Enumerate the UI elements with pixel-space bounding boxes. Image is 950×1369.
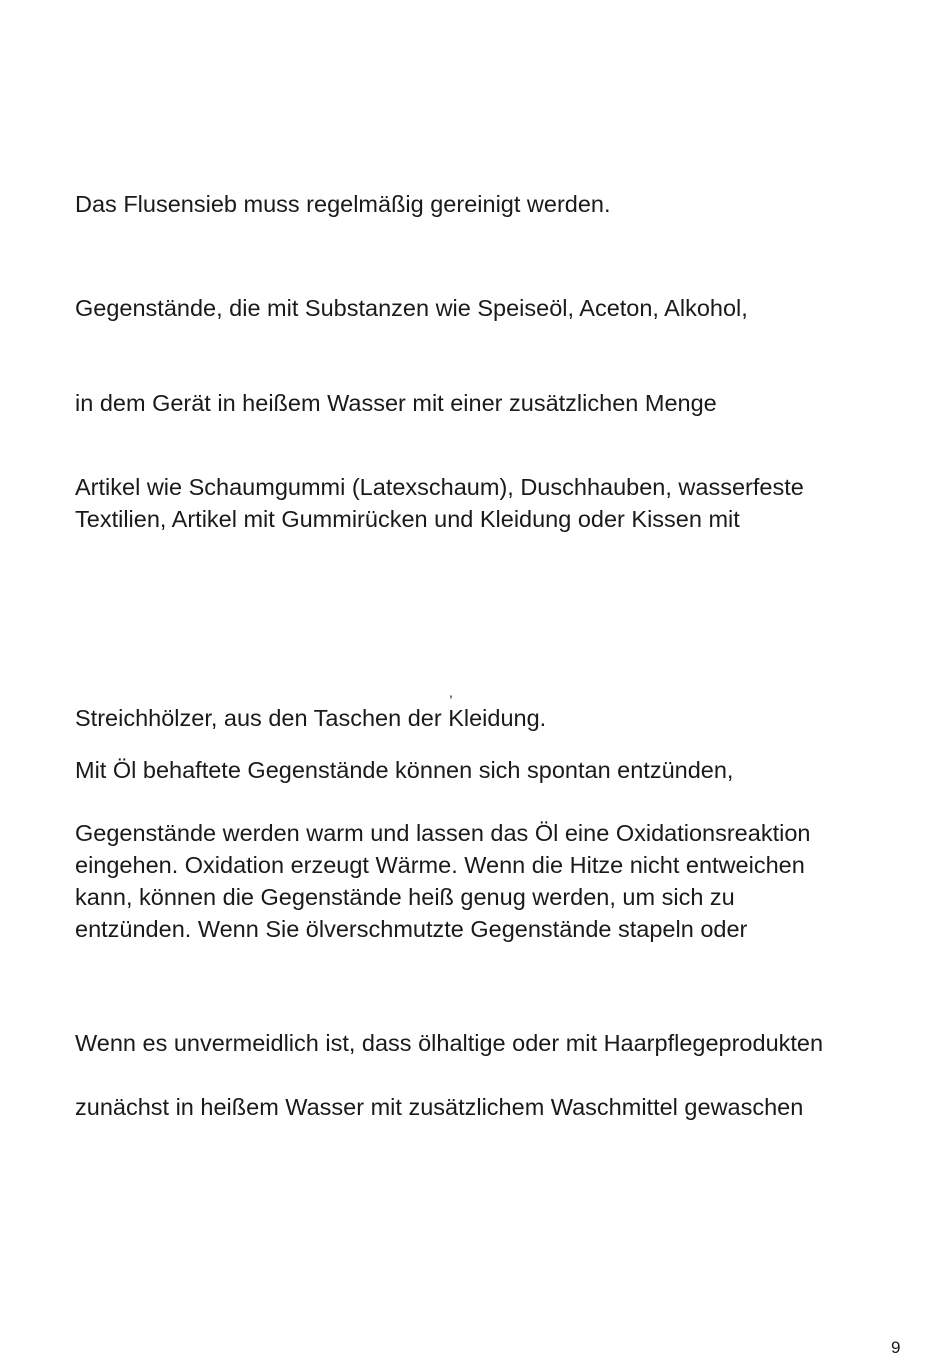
text-line-oil-ignite: Mit Öl behaftete Gegenstände können sich spontan entzünden,: [75, 757, 734, 783]
text-line-lint-filter: Das Flusensieb muss regelmäßig gereinigt werden.: [75, 191, 611, 217]
text-line-oxidation-3: kann, können die Gegenstände heiß genug werden, um sich zu: [75, 884, 735, 910]
page-number: 9: [891, 1338, 901, 1357]
text-line-hot-water: in dem Gerät in heißem Wasser mit einer zusätzlichen Menge: [75, 390, 717, 416]
stray-comma-mark: ,: [449, 684, 453, 700]
text-line-washed-first: zunächst in heißem Wasser mit zusätzlichem Waschmittel gewaschen: [75, 1094, 804, 1120]
text-line-oxidation-4: entzünden. Wenn Sie ölverschmutzte Gegenstände stapeln oder: [75, 916, 748, 942]
text-line-oxidation-2: eingehen. Oxidation erzeugt Wärme. Wenn die Hitze nicht entweichen: [75, 852, 805, 878]
text-line-unavoidable: Wenn es unvermeidlich ist, dass ölhaltige oder mit Haarpflegeprodukten: [75, 1030, 824, 1056]
text-line-substances: Gegenstände, die mit Substanzen wie Speiseöl, Aceton, Alkohol,: [75, 295, 748, 321]
text-line-rubber-backed: Textilien, Artikel mit Gummirücken und Kleidung oder Kissen mit: [75, 506, 740, 532]
text-line-oxidation-1: Gegenstände werden warm und lassen das Öl eine Oxidationsreaktion: [75, 820, 811, 846]
text-line-matches: Streichhölzer, aus den Taschen der Kleidung.: [75, 705, 547, 731]
text-line-foam-rubber: Artikel wie Schaumgummi (Latexschaum), Duschhauben, wasserfeste: [75, 474, 804, 500]
